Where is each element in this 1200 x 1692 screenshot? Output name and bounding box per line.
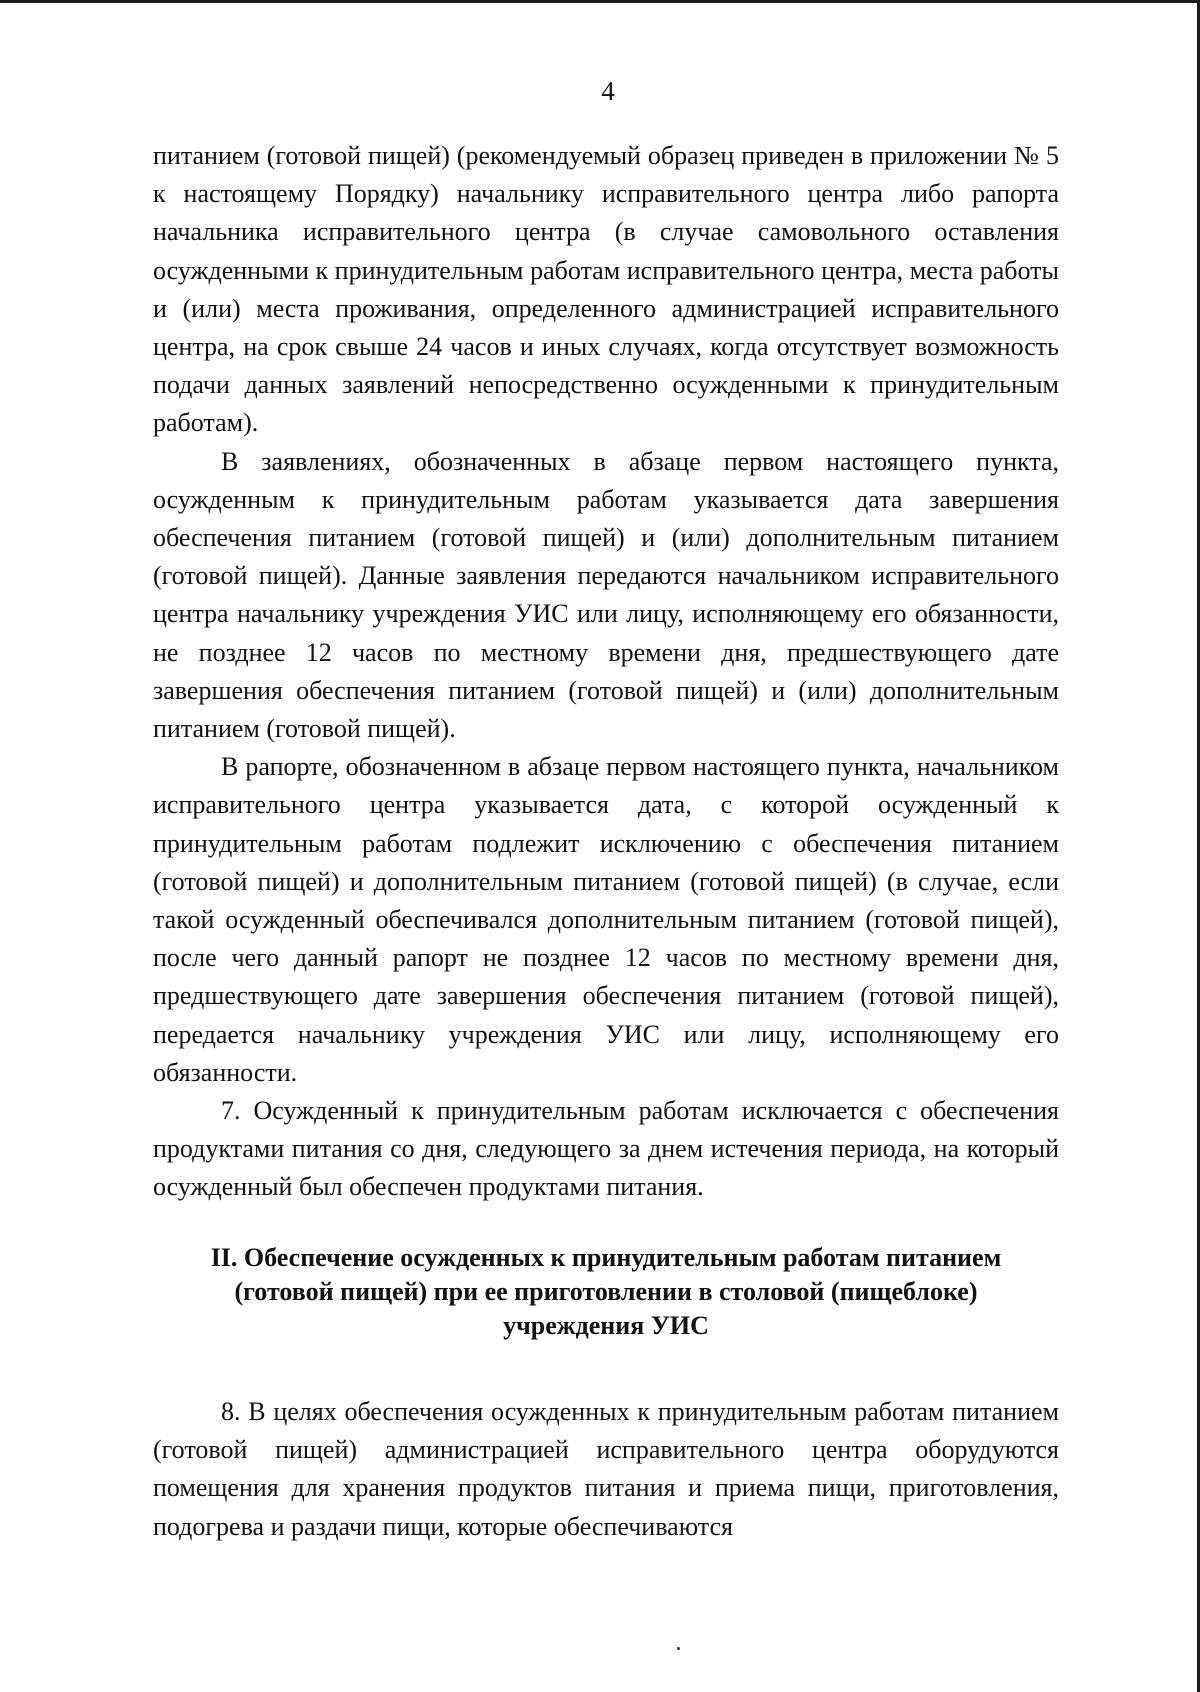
section-body-text <box>153 1393 1059 1546</box>
section-heading-line: (готовой пищей) при ее приготовлении в столовой (пищеблоке) <box>234 1277 978 1306</box>
section-heading-line: учреждения УИС <box>503 1311 709 1340</box>
paragraph-item-8: 8. В целях обеспечения осужденных к принудительным работам питанием (готовой пищей) администрацией исправительного центра оборудуются помещения для хранения продуктов питания и приема пищи, приготовления, подогрева и раздачи пищи, которые обеспечиваются <box>153 1397 1059 1541</box>
section-heading <box>153 1241 1059 1343</box>
page-number: 4 <box>601 76 615 106</box>
paragraph-report: В рапорте, обозначенном в абзаце первом настоящего пункта, начальником исправительного центра указывается дата, с которой осужденный к принудительным работам подлежит исключению с обеспечения питанием (готовой пищей) и дополнительным питанием (готовой пищей) (в случае, если такой осужденный обеспечивался дополнительным питанием (готовой пищей), после чего данный рапорт не позднее 12 часов по местному времени дня, предшествующего дате завершения обеспечения питанием (готовой пищей), передается начальнику учреждения УИС или лицу, исполняющему его обязанности. <box>153 752 1059 1087</box>
paragraph-item-7: 7. Осужденный к принудительным работам исключается с обеспечения продуктами питания со дня, следующего за днем истечения периода, на который осужденный был обеспечен продуктами питания. <box>153 1096 1059 1202</box>
scan-edge-top <box>0 0 1200 3</box>
paragraph-continuation: питанием (готовой пищей) (рекомендуемый образец приведен в приложении № 5 к настоящему Порядку) начальнику исправительного центра либо рапорта начальника исправительного центра (в случае самовольного оставления осужденными к принудительным работам исправительного центра, места работы и (или) места проживания, определенного администрацией исправительного центра, на срок свыше 24 часов и иных случаях, когда отсутствует возможность подачи данных заявлений непосредственно осужденными к принудительным работам). <box>153 141 1059 438</box>
scan-speck <box>677 1647 680 1650</box>
section-heading-line: II. Обеспечение осужденных к принудительным работам питанием <box>210 1243 1002 1272</box>
paragraph-statements: В заявлениях, обозначенных в абзаце первом настоящего пункта, осужденным к принудительным работам указывается дата завершения обеспечения питанием (готовой пищей) и (или) дополнительным питанием (готовой пищей). Данные заявления передаются начальником исправительного центра начальнику учреждения УИС или лицу, исполняющему его обязанности, не позднее 12 часов по местному времени дня, предшествующего дате завершения обеспечения питанием (готовой пищей) и (или) дополнительным питанием (готовой пищей). <box>153 446 1059 744</box>
body-text-block <box>153 137 1059 1207</box>
